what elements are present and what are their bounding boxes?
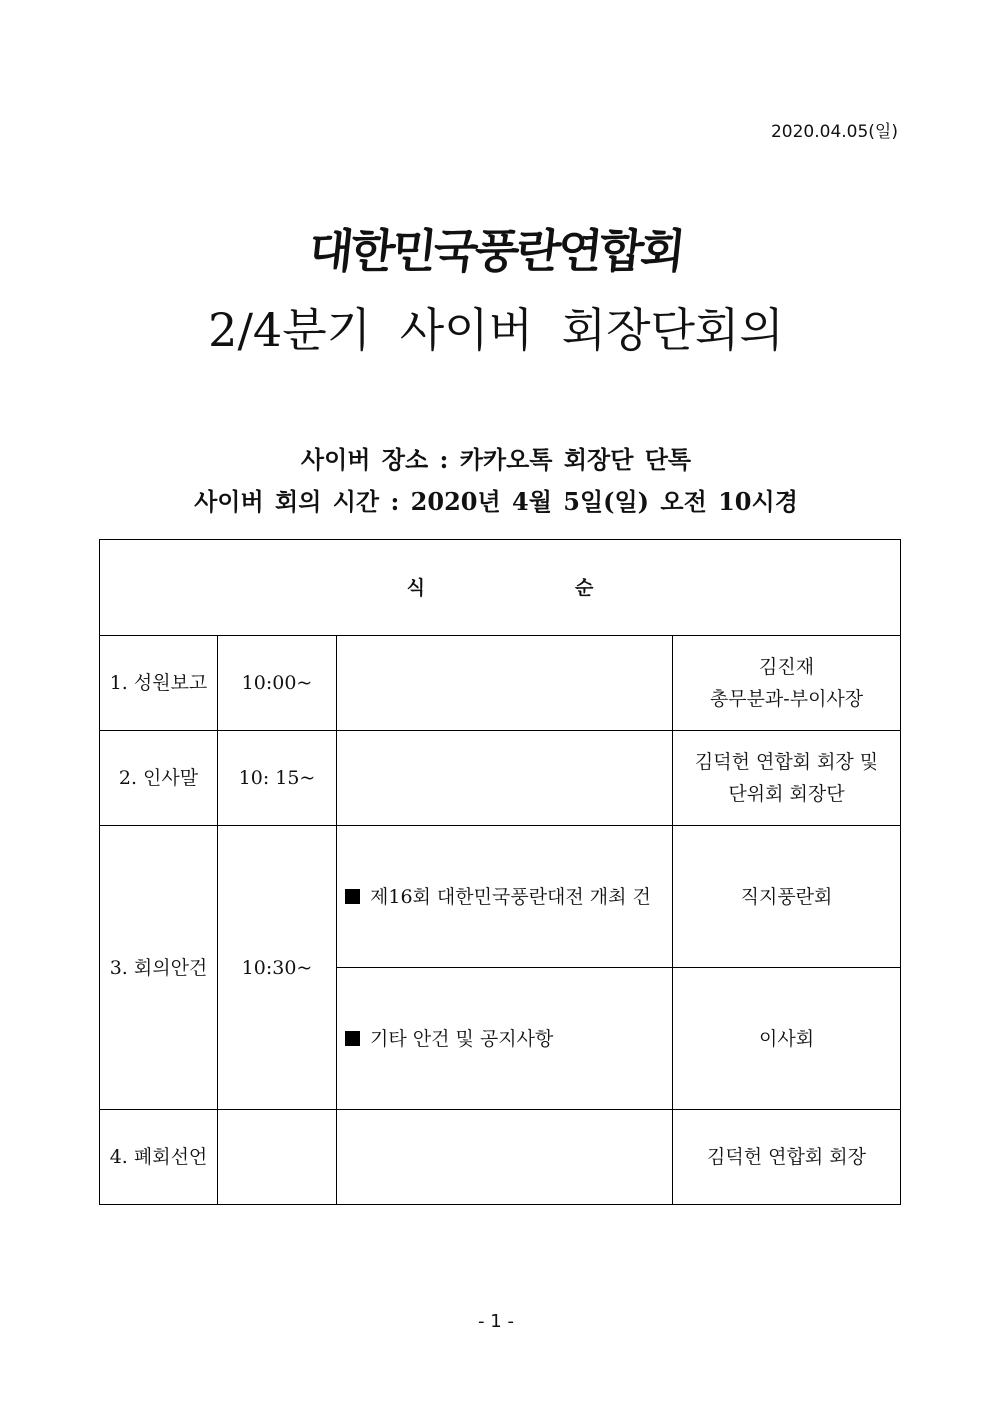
schedule-table	[99, 539, 901, 1205]
agenda-cell	[337, 731, 673, 826]
black-square-bullet-icon	[345, 889, 360, 904]
page-number: - 1 -	[478, 1311, 514, 1332]
schedule-heading-left: 식	[406, 576, 426, 599]
time-cell: 10:30~	[218, 826, 337, 1110]
agenda-cell	[337, 826, 673, 968]
agenda-cell	[337, 1110, 673, 1205]
organization-logo-text: 대한민국풍란연합회	[306, 224, 685, 278]
schedule-heading-right: 순	[575, 576, 594, 599]
agenda-cell	[337, 968, 673, 1110]
table-row	[100, 826, 901, 968]
agenda-text: 기타 안건 및 공지사항	[370, 1027, 554, 1050]
meeting-place: 사이버 장소 : 카카오톡 회장단 단톡	[300, 445, 692, 474]
item-cell: 4. 폐회선언	[100, 1110, 218, 1205]
page-title: 2/4분기 사이버 회장단회의	[208, 303, 784, 357]
schedule-header-row	[100, 540, 901, 636]
person-line: 김덕헌 연합회 회장 및	[694, 751, 879, 773]
black-square-bullet-icon	[345, 1031, 360, 1046]
person-cell: 김덕헌 연합회 회장	[673, 1110, 901, 1205]
table-row	[100, 1110, 901, 1205]
agenda-text: 제16회 대한민국풍란대전 개최 건	[370, 885, 651, 908]
person-cell	[673, 636, 901, 731]
person-cell	[673, 731, 901, 826]
schedule-heading	[100, 540, 901, 636]
meeting-time: 사이버 회의 시간 : 2020년 4월 5일(일) 오전 10시경	[194, 487, 798, 516]
time-cell: 10:00~	[218, 636, 337, 731]
time-cell: 10: 15~	[218, 731, 337, 826]
agenda-cell	[337, 636, 673, 731]
table-row	[100, 731, 901, 826]
time-cell	[218, 1110, 337, 1205]
person-line: 단위회 회장단	[728, 783, 845, 805]
item-cell: 1. 성원보고	[100, 636, 218, 731]
person-cell: 직지풍란회	[673, 826, 901, 968]
person-cell: 이사회	[673, 968, 901, 1110]
person-line: 총무분과-부이사장	[709, 688, 864, 710]
person-line: 김진재	[758, 656, 815, 678]
table-row	[100, 636, 901, 731]
item-cell: 3. 회의안건	[100, 826, 218, 1110]
item-cell: 2. 인사말	[100, 731, 218, 826]
document-date: 2020.04.05(일)	[770, 122, 898, 142]
